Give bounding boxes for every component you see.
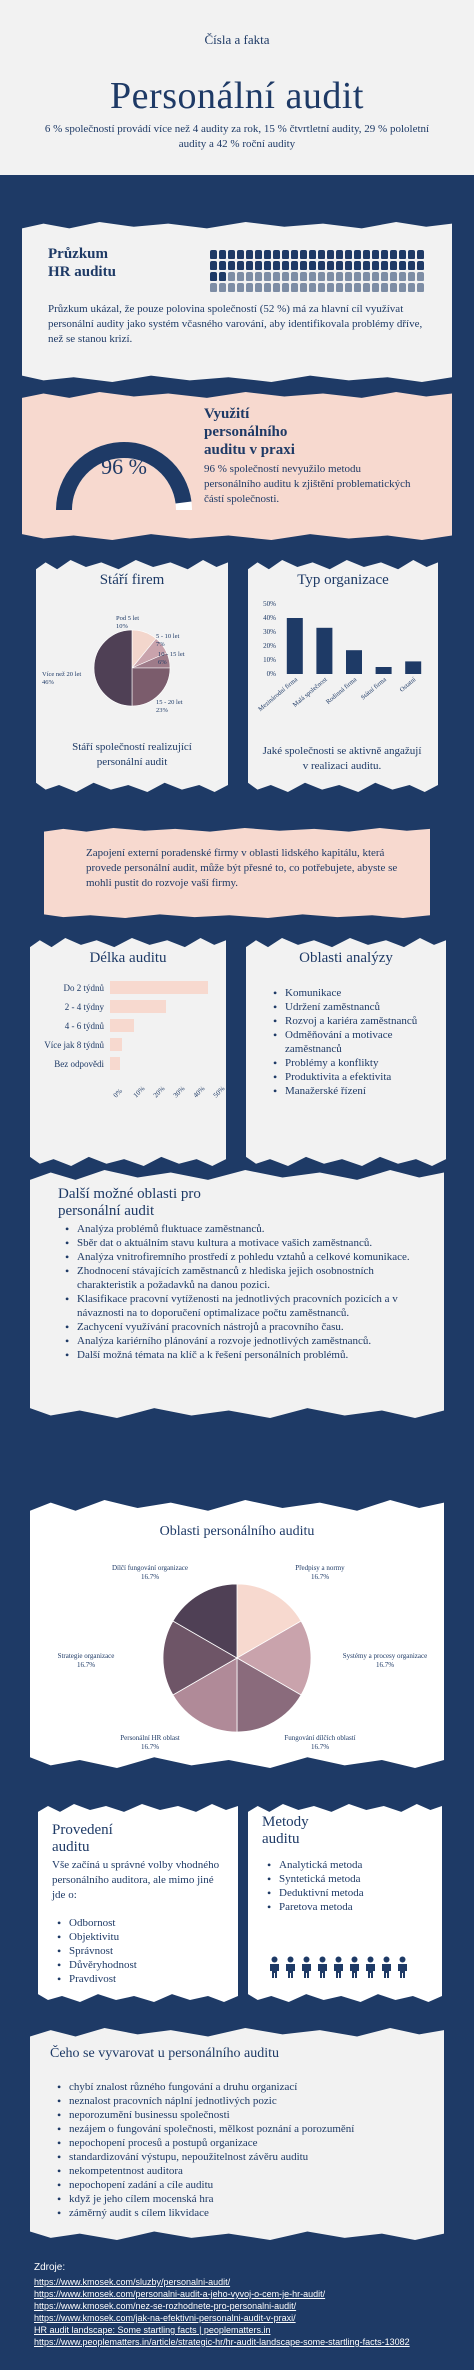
vyvarovat-item: • chybí znalost různého fungování a druhu organizací xyxy=(56,2080,426,2094)
y-tick-label: 40% xyxy=(263,614,276,622)
x-tick-label: Rodinná firma xyxy=(324,676,359,706)
x-tick-label: 40% xyxy=(191,1084,207,1100)
source-link[interactable]: HR audit landscape: Some startling facts | peoplematters.in xyxy=(34,2325,271,2335)
metody-list xyxy=(266,1858,436,1914)
person-icon xyxy=(372,283,379,292)
person-icon xyxy=(327,250,334,259)
oblasti-title: Oblasti personálního auditu xyxy=(159,1524,315,1539)
person-icon xyxy=(318,283,325,292)
pie-label: 10% xyxy=(116,623,128,630)
dalsi-list xyxy=(64,1222,424,1362)
metody-item: • Syntetická metoda xyxy=(266,1872,436,1886)
pie-label: Předpisy a normy xyxy=(295,1564,345,1572)
person-icon xyxy=(396,1956,409,1978)
analyza-item: • Manažerské řízení xyxy=(272,1084,432,1098)
person-icon xyxy=(210,250,217,259)
bar xyxy=(346,650,362,674)
dalsi-title-1: Další možné oblasti pro xyxy=(58,1186,201,1202)
person-icon xyxy=(282,283,289,292)
source-link[interactable]: https://www.kmosek.com/personalni-audit-a-jeho-vyvoj-o-cem-je-hr-audit/ xyxy=(34,2289,326,2299)
provedeni-item: • Pravdivost xyxy=(56,1972,226,1986)
person-icon xyxy=(228,261,235,270)
person-icon xyxy=(345,261,352,270)
pie-value-label: 16.7% xyxy=(140,1743,160,1751)
person-icon xyxy=(417,250,424,259)
bar-label: Bez odpovědi xyxy=(54,1058,104,1069)
pie-value-label: 16.7% xyxy=(76,1661,96,1669)
bar-row xyxy=(40,1054,216,1073)
metody-title-1: Metody xyxy=(262,1814,309,1830)
person-icon xyxy=(219,272,226,281)
analyza-item: • Udržení zaměstnanců xyxy=(272,1000,432,1014)
stari-caption: Stáří společností realizující personální audit xyxy=(72,741,192,768)
person-icon xyxy=(219,261,226,270)
source-link[interactable]: https://www.kmosek.com/jak-na-efektivni-personalni-audit-v-praxi/ xyxy=(34,2313,296,2323)
bar xyxy=(110,1019,134,1032)
person-icon xyxy=(309,250,316,259)
person-icon xyxy=(228,272,235,281)
person-icon xyxy=(381,261,388,270)
header-panel xyxy=(0,0,474,175)
bar-label: Do 2 týdnů xyxy=(63,982,104,993)
stari-pie-chart xyxy=(36,600,228,730)
analyza-item: • Problémy a konflikty xyxy=(272,1056,432,1070)
pie-label: 6% xyxy=(158,659,167,666)
provedeni-intro: Vše začíná u správné volby vhodného personálního auditora, ale mimo jiné jde o: xyxy=(52,1859,220,1901)
person-icon xyxy=(390,283,397,292)
person-icon xyxy=(381,250,388,259)
sources-label: Zdroje: xyxy=(34,2262,66,2273)
person-icon xyxy=(273,272,280,281)
dalsi-item: • Klasifikace pracovní vytíženosti na jednotlivých pracovních pozicích a v návaznosti na to doporučení optimalizace počtu zaměstnanců. xyxy=(64,1292,424,1320)
person-icon xyxy=(336,261,343,270)
typ-bar-chart xyxy=(248,596,438,736)
pie-slice xyxy=(94,630,132,706)
person-icon xyxy=(210,261,217,270)
provedeni-item: • Důvěryhodnost xyxy=(56,1958,226,1972)
source-link[interactable]: https://www.kmosek.com/nez-se-rozhodnete-pro-personalni-audit/ xyxy=(34,2301,297,2311)
person-icon xyxy=(336,250,343,259)
dalsi-item: • Zhodnocení stávajících zaměstnanců z hlediska jejich osobnostních charakteristik a požadavků na danou pozici. xyxy=(64,1264,424,1292)
pie-label: 5 - 10 let xyxy=(156,633,180,640)
pie-value-label: 16.7% xyxy=(310,1573,330,1581)
person-icon xyxy=(380,1956,393,1978)
person-icon xyxy=(273,283,280,292)
person-icon xyxy=(354,250,361,259)
person-icon xyxy=(399,272,406,281)
analyza-item: • Produktivita a efektivita xyxy=(272,1070,432,1084)
x-tick-label: Malá společnost xyxy=(291,676,329,709)
person-icon xyxy=(282,261,289,270)
typ-caption: Jaké společnosti se aktivně angažují v realizaci auditu. xyxy=(262,745,422,772)
vyvarovat-item: • nepochopení procesů a postupů organizace xyxy=(56,2136,426,2150)
pie-label: 15 - 20 let xyxy=(156,699,183,706)
person-icon xyxy=(237,272,244,281)
bar xyxy=(376,667,392,674)
vyvarovat-item: • nepochopení zadání a cíle auditu xyxy=(56,2178,426,2192)
person-icon xyxy=(300,250,307,259)
person-icon xyxy=(332,1956,345,1978)
header-kicker: Čísla a fakta xyxy=(204,32,270,47)
pie-label: Fungování dílčích oblastí xyxy=(284,1734,356,1742)
person-icon xyxy=(210,283,217,292)
x-tick-label: Ostatní xyxy=(398,676,418,694)
provedeni-item: • Objektivitu xyxy=(56,1930,226,1944)
person-icon xyxy=(381,272,388,281)
person-icon xyxy=(345,283,352,292)
person-icon xyxy=(345,272,352,281)
person-icon xyxy=(300,261,307,270)
x-tick-label: 50% xyxy=(211,1084,227,1100)
person-icon xyxy=(246,283,253,292)
pie-label: Personální HR oblast xyxy=(120,1734,180,1742)
person-icon xyxy=(237,261,244,270)
person-icon xyxy=(309,283,316,292)
bar-row xyxy=(40,1016,216,1035)
people-icon-row xyxy=(268,1956,409,1978)
externi-text: Zapojení externí poradenské firmy v oblasti lidského kapitálu, která provede personální audit, může být přesné to, co potřebujete, abyste se mohli pustit do rozvoje vaší firmy. xyxy=(86,847,398,889)
person-icon xyxy=(237,250,244,259)
gauge-value: 96 % xyxy=(101,454,147,479)
bar xyxy=(287,618,303,674)
dalsi-item: • Analýza problémů fluktuace zaměstnanců. xyxy=(64,1222,424,1236)
delka-title: Délka auditu xyxy=(89,950,167,966)
bar xyxy=(110,1057,120,1070)
person-icon xyxy=(255,272,262,281)
pie-value-label: 16.7% xyxy=(140,1573,160,1581)
person-icon xyxy=(291,283,298,292)
analyza-item: • Odměňování a motivace zaměstnanců xyxy=(272,1028,432,1056)
person-icon xyxy=(300,1956,313,1978)
person-icon xyxy=(372,272,379,281)
y-tick-label: 0% xyxy=(266,670,276,678)
vyvarovat-title: Čeho se vyvarovat u personálního auditu xyxy=(50,2046,280,2061)
person-icon xyxy=(309,272,316,281)
person-icon xyxy=(363,250,370,259)
person-icon xyxy=(381,283,388,292)
analyza-list xyxy=(272,986,432,1098)
person-icon xyxy=(354,283,361,292)
source-link[interactable]: https://www.kmosek.com/sluzby/personalni-audit/ xyxy=(34,2277,231,2287)
pie-label: 10 - 15 let xyxy=(158,651,185,658)
header-subtitle: 6 % společností provádí více než 4 audity za rok, 15 % čtvrtletní audity, 29 % pololetní audity a 42 % roční audity xyxy=(44,123,430,150)
person-icon xyxy=(318,272,325,281)
delka-x-axis xyxy=(112,1080,232,1114)
person-icon xyxy=(372,250,379,259)
person-icon xyxy=(417,261,424,270)
pie-label: Pod 5 let xyxy=(116,615,140,622)
pie-label: Více než 20 let xyxy=(42,671,82,678)
person-icon xyxy=(284,1956,297,1978)
person-icon xyxy=(390,250,397,259)
person-icon xyxy=(309,261,316,270)
person-icon xyxy=(219,283,226,292)
person-icon xyxy=(417,272,424,281)
person-icon xyxy=(264,250,271,259)
bar xyxy=(110,1000,166,1013)
person-icon xyxy=(246,272,253,281)
pruzkum-title-2: HR auditu xyxy=(48,264,116,280)
person-icon xyxy=(399,261,406,270)
bar xyxy=(110,981,208,994)
x-tick-label: Státní firma xyxy=(359,676,388,702)
vyvarovat-item: • záměrný audit s cílem likvidace xyxy=(56,2206,426,2220)
person-icon xyxy=(318,261,325,270)
person-icon xyxy=(327,283,334,292)
person-icon xyxy=(210,272,217,281)
person-icon xyxy=(246,250,253,259)
provedeni-title-1: Provedení xyxy=(52,1822,113,1838)
person-icon xyxy=(237,283,244,292)
pie-label: Dílčí fungování organizace xyxy=(111,1564,189,1572)
provedeni-title-2: auditu xyxy=(52,1839,90,1855)
pie-label: 23% xyxy=(156,707,168,714)
vyvarovat-list xyxy=(56,2080,426,2220)
vyvarovat-item: • standardizování výstupu, nepoužitelnost závěru auditu xyxy=(56,2150,426,2164)
provedeni-item: • Správnost xyxy=(56,1944,226,1958)
pie-label: 7% xyxy=(156,641,165,648)
vyvarovat-item: • nekompetentnost auditora xyxy=(56,2164,426,2178)
person-icon xyxy=(354,272,361,281)
person-icon xyxy=(264,283,271,292)
vyuziti-text: 96 % společností nevyužilo metodu personálního auditu k zjištění problematických částí společnosti. xyxy=(204,463,411,505)
person-icon xyxy=(363,283,370,292)
y-tick-label: 50% xyxy=(263,600,276,608)
person-icon xyxy=(282,272,289,281)
bar-label: Více jak 8 týdnů xyxy=(44,1039,104,1050)
metody-title-2: auditu xyxy=(262,1831,300,1847)
vyuziti-title-2: personálního xyxy=(204,424,288,440)
analyza-title: Oblasti analýzy xyxy=(299,950,393,966)
metody-item: • Deduktivní metoda xyxy=(266,1886,436,1900)
provedeni-list xyxy=(56,1916,226,1986)
dalsi-item: • Zachycení využívání pracovních nástrojů a pracovního času. xyxy=(64,1320,424,1334)
vyuziti-title-3: auditu v praxi xyxy=(204,442,295,458)
person-icon xyxy=(363,272,370,281)
person-icon xyxy=(372,261,379,270)
person-icon xyxy=(336,272,343,281)
provedeni-item: • Odbornost xyxy=(56,1916,226,1930)
person-icon xyxy=(300,272,307,281)
dalsi-item: • Analýza vnitrofiremního prostředí z pohledu vztahů a celkové komunikace. xyxy=(64,1250,424,1264)
person-icon xyxy=(316,1956,329,1978)
pie-label: Systémy a procesy organizace xyxy=(342,1652,428,1660)
source-link[interactable]: https://www.peoplematters.in/article/strategic-hr/hr-audit-landscape-some-startling-facts-13082 xyxy=(34,2337,410,2347)
dalsi-title-2: personální audit xyxy=(58,1203,155,1219)
metody-item: • Analytická metoda xyxy=(266,1858,436,1872)
dalsi-item: • Další možná témata na klíč a k řešení personálních problémů. xyxy=(64,1348,424,1362)
person-icon xyxy=(255,250,262,259)
pie-label: 46% xyxy=(42,679,54,686)
person-icon xyxy=(273,261,280,270)
person-icon xyxy=(255,261,262,270)
person-icon xyxy=(354,261,361,270)
bar xyxy=(405,661,421,674)
x-tick-label: 30% xyxy=(171,1084,187,1100)
person-icon xyxy=(408,250,415,259)
person-icon xyxy=(408,283,415,292)
bar xyxy=(110,1038,122,1051)
person-icon xyxy=(264,272,271,281)
person-icon xyxy=(399,283,406,292)
person-icon xyxy=(345,250,352,259)
pruzkum-text: Průzkum ukázal, že pouze polovina společností (52 %) má za hlavní cíl využívat personální audity jako systém včasného varování, aby identifikovala problémy dříve, než se stanou krizí. xyxy=(48,303,423,345)
bar-row xyxy=(40,1035,216,1054)
person-icon xyxy=(300,283,307,292)
dalsi-item: • Sběr dat o aktuálním stavu kultura a motivace vašich zaměstnanců. xyxy=(64,1236,424,1250)
vyvarovat-item: • neznalost pracovních náplní jednotlivých pozic xyxy=(56,2094,426,2108)
person-icon xyxy=(264,261,271,270)
dalsi-item: • Analýza kariérního plánování a rozvoje jednotlivých zaměstnanců. xyxy=(64,1334,424,1348)
person-icon xyxy=(318,250,325,259)
person-icon xyxy=(348,1956,361,1978)
metody-item: • Paretova metoda xyxy=(266,1900,436,1914)
person-icon xyxy=(273,250,280,259)
person-icon xyxy=(219,250,226,259)
person-icon xyxy=(291,250,298,259)
person-icon xyxy=(399,250,406,259)
x-tick-label: 10% xyxy=(131,1084,147,1100)
bar-label: 4 - 6 týdnů xyxy=(64,1020,104,1031)
vyvarovat-item: • nezájem o fungování společnosti, mělkost poznání a porozumění xyxy=(56,2122,426,2136)
person-icon xyxy=(268,1956,281,1978)
person-icon xyxy=(390,261,397,270)
page-title: Personální audit xyxy=(110,75,364,117)
person-icon xyxy=(291,261,298,270)
bar-row xyxy=(40,997,216,1016)
pie-label: Strategie organizace xyxy=(57,1652,115,1660)
analyza-item: • Rozvoj a kariéra zaměstnanců xyxy=(272,1014,432,1028)
person-icon xyxy=(228,283,235,292)
oblasti-pie-chart xyxy=(30,1540,444,1760)
people-icon-grid xyxy=(210,250,424,292)
person-icon xyxy=(246,261,253,270)
x-tick-label: Mezinárodní firma xyxy=(257,676,300,713)
person-icon xyxy=(327,261,334,270)
y-tick-label: 10% xyxy=(263,656,276,664)
analyza-item: • Komunikace xyxy=(272,986,432,1000)
person-icon xyxy=(417,283,424,292)
person-icon xyxy=(390,272,397,281)
bar-row xyxy=(40,978,216,997)
bar-label: 2 - 4 týdny xyxy=(64,1001,104,1012)
sources-list xyxy=(34,2276,454,2348)
vyvarovat-item: • neporozumění businessu společnosti xyxy=(56,2108,426,2122)
pie-value-label: 16.7% xyxy=(375,1661,395,1669)
person-icon xyxy=(408,261,415,270)
pie-value-label: 16.7% xyxy=(310,1743,330,1751)
person-icon xyxy=(408,272,415,281)
y-tick-label: 30% xyxy=(263,628,276,636)
person-icon xyxy=(336,283,343,292)
y-tick-label: 20% xyxy=(263,642,276,650)
person-icon xyxy=(363,261,370,270)
vyuziti-title-1: Využití xyxy=(204,406,250,422)
vyvarovat-item: • když je jeho cílem mocenská hra xyxy=(56,2192,426,2206)
pruzkum-title-1: Průzkum xyxy=(48,246,108,262)
stari-title: Stáří firem xyxy=(99,572,165,588)
bar xyxy=(316,628,332,674)
x-tick-label: 20% xyxy=(151,1084,167,1100)
person-icon xyxy=(255,283,262,292)
typ-title: Typ organizace xyxy=(297,572,389,588)
x-tick-label: 0% xyxy=(112,1087,125,1100)
person-icon xyxy=(228,250,235,259)
person-icon xyxy=(291,272,298,281)
person-icon xyxy=(282,250,289,259)
person-icon xyxy=(364,1956,377,1978)
person-icon xyxy=(327,272,334,281)
